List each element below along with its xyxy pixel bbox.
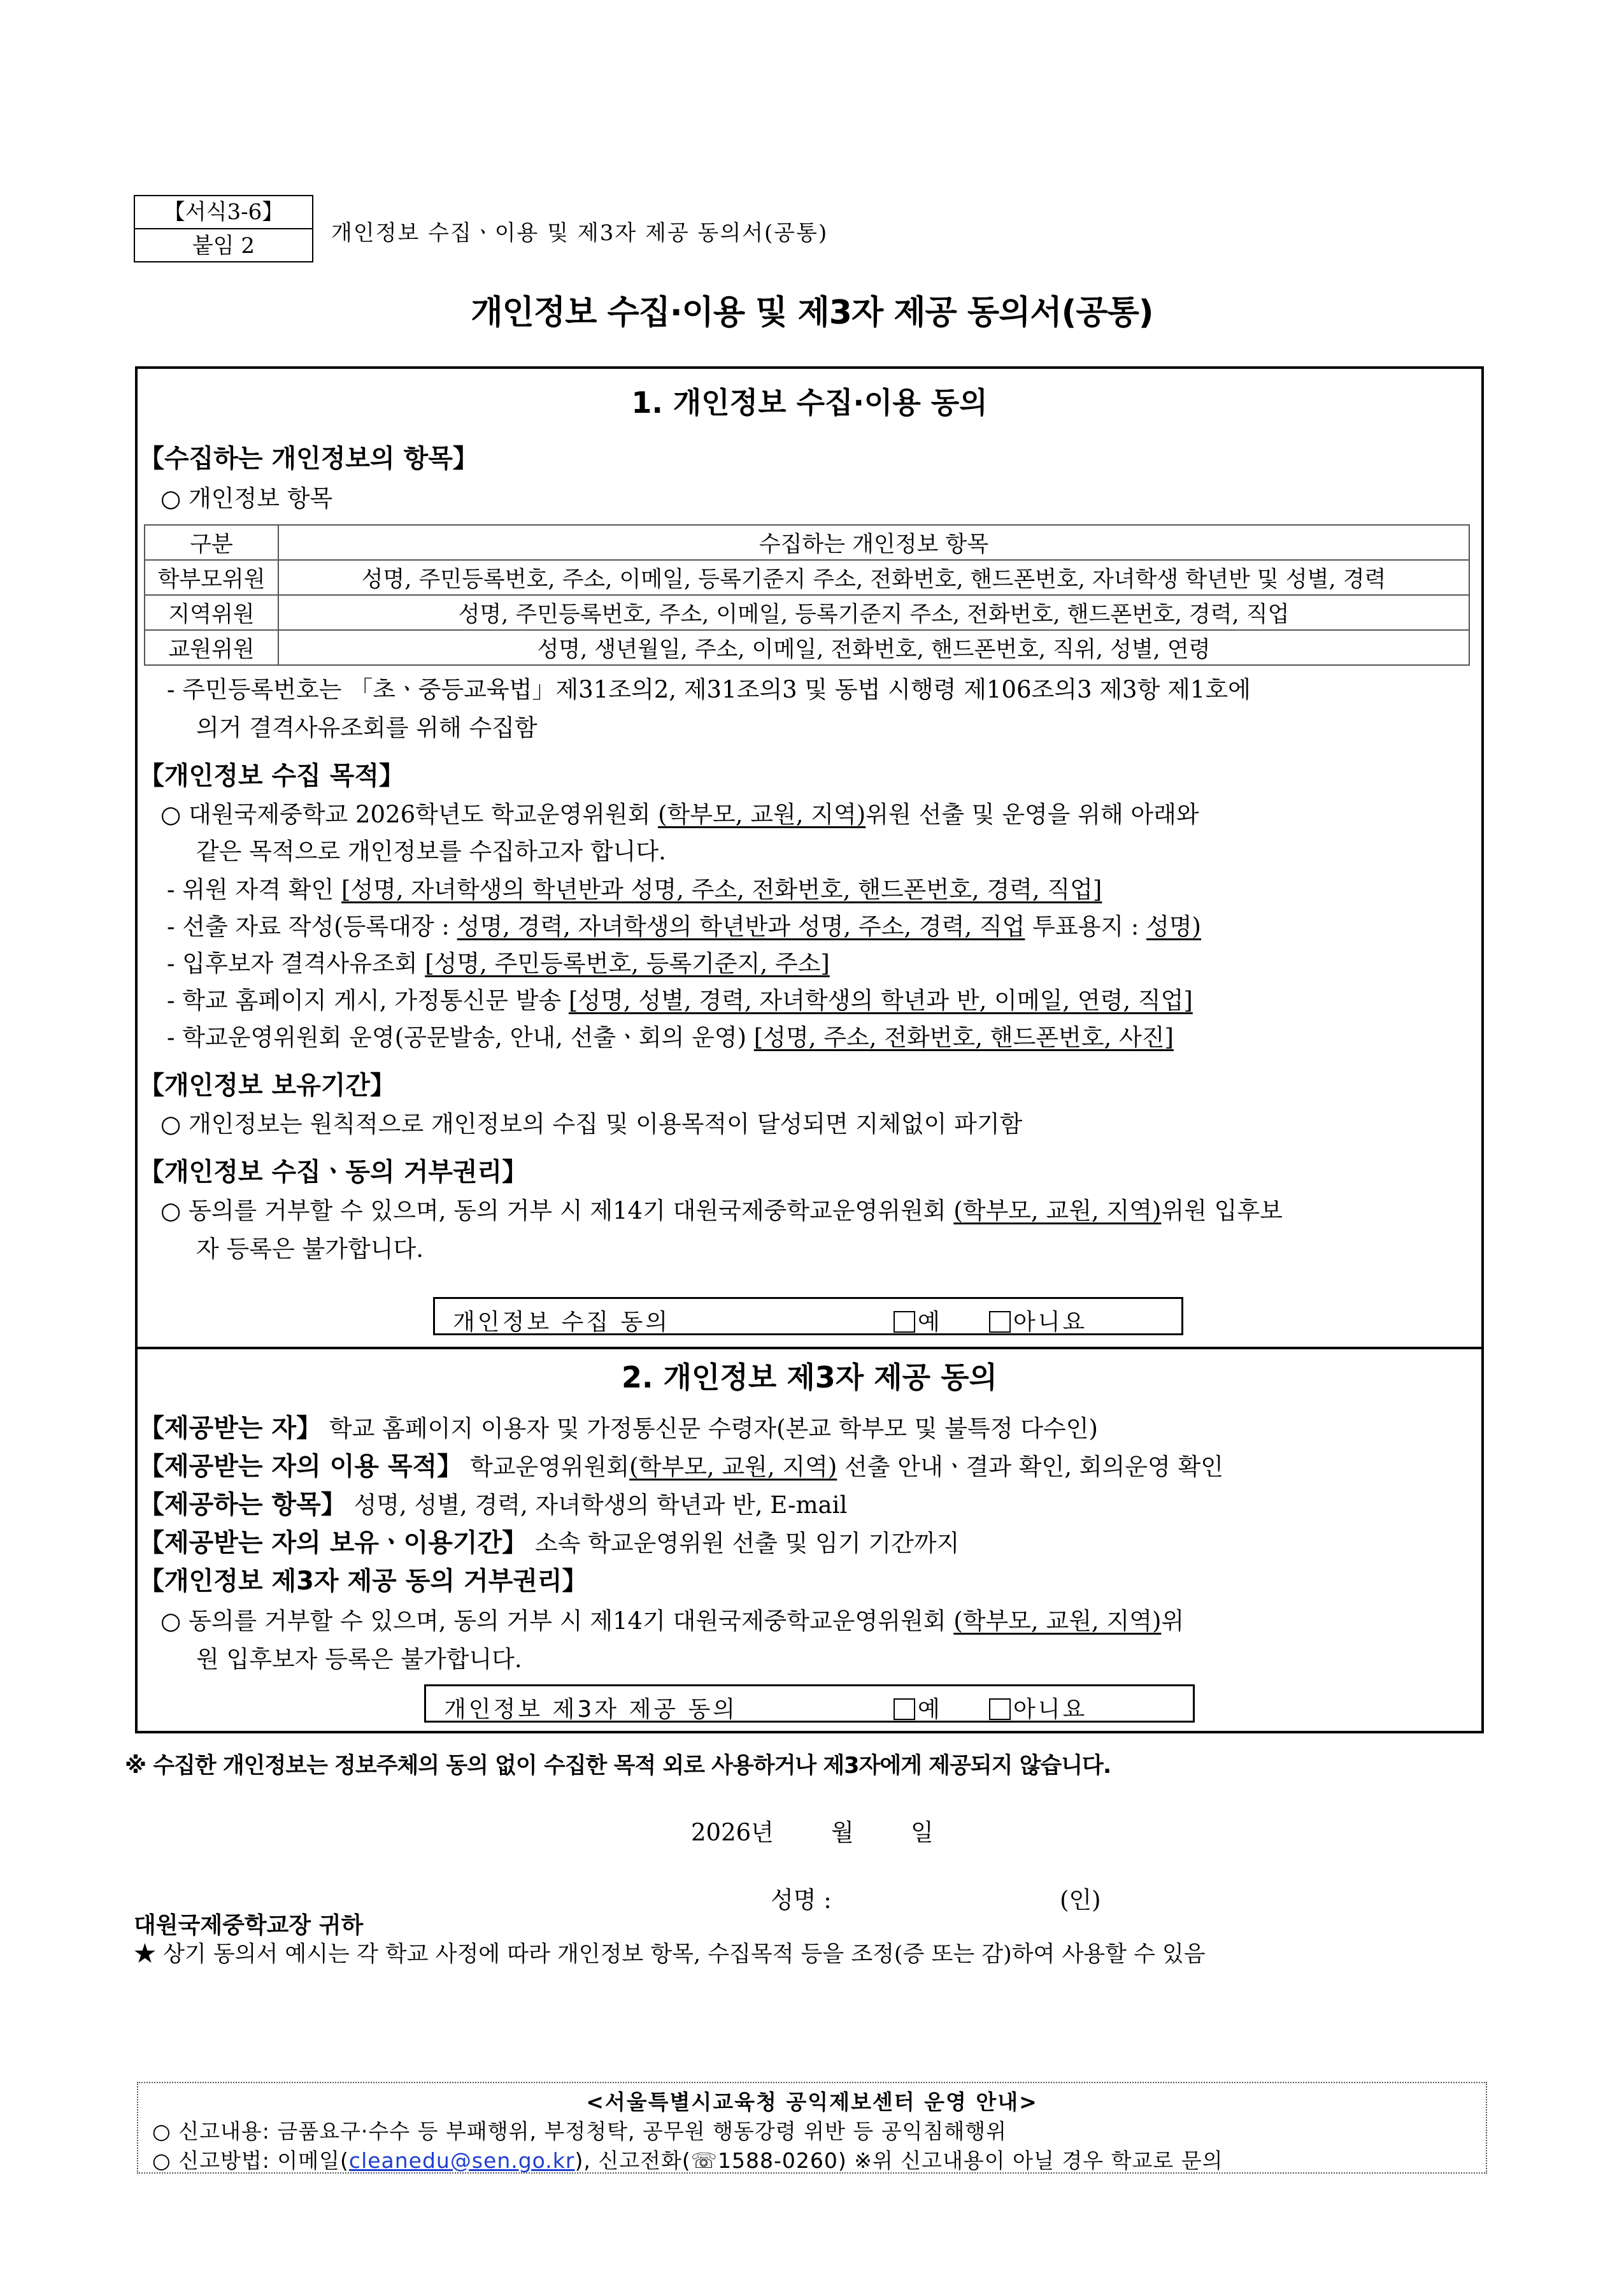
purpose-line2: 같은 목적으로 개인정보를 수집하고자 합니다. — [196, 838, 666, 865]
no-label: 아니요 — [1013, 1696, 1088, 1723]
table-header-row — [145, 525, 1469, 560]
refusal-underlined: (학부모, 교원, 지역) — [953, 1197, 1162, 1224]
refusal-text: 위 — [1161, 1607, 1185, 1635]
purpose-item-fields: [성명, 주소, 전화번호, 핸드폰번호, 사진] — [753, 1024, 1174, 1051]
purpose-item-fields: [성명, 성별, 경력, 자녀학생의 학년과 반, 이메일, 연령, 직업] — [568, 987, 1193, 1014]
purpose-item-fields: [성명, 자녀학생의 학년반과 성명, 주소, 전화번호, 핸드폰번호, 경력, 직업] — [341, 876, 1102, 903]
purpose-item-text: - 입후보자 결격사유조회 — [167, 950, 425, 977]
third-party-refusal-heading: 【개인정보 제3자 제공 동의 거부권리】 — [139, 1567, 588, 1596]
table-cell: 학부모위원 — [145, 560, 278, 595]
footer-line2 — [152, 2144, 1223, 2174]
purpose-underlined: (학부모, 교원, 지역) — [658, 801, 866, 828]
purpose-heading: 【개인정보 수집 목적】 — [139, 761, 404, 791]
report-email-link[interactable]: cleanedu@sen.go.kr — [348, 2148, 575, 2173]
signature-label: 성명 : — [771, 1886, 832, 1914]
yes-label: 예 — [918, 1696, 943, 1723]
third-party-refusal-line1 — [160, 1602, 1184, 1636]
purpose-item — [167, 907, 1201, 942]
purpose-item-text: - 위원 자격 확인 — [167, 876, 341, 903]
section2-title: 2. 개인정보 제3자 제공 동의 — [622, 1360, 997, 1395]
use-purpose-underlined: (학부모, 교원, 지역) — [629, 1453, 837, 1481]
purpose-item — [167, 944, 830, 979]
retention-text: ○ 개인정보는 원칙적으로 개인정보의 수집 및 이용목적이 달성되면 지체없이 파기함 — [160, 1110, 1023, 1138]
items-heading: 【수집하는 개인정보의 항목】 — [139, 444, 478, 473]
collection-consent-no[interactable] — [989, 1304, 1087, 1337]
purpose-text: 위원 선출 및 운영을 위해 아래와 — [865, 801, 1199, 828]
provided-items-text: 성명, 성별, 경력, 자녀학생의 학년과 반, E-mail — [346, 1491, 848, 1519]
table-cell: 성명, 주민등록번호, 주소, 이메일, 등록기준지 주소, 전화번호, 핸드폰번호, 경력, 직업 — [278, 595, 1469, 630]
refusal-underlined: (학부모, 교원, 지역) — [953, 1607, 1162, 1635]
collection-consent-box — [433, 1297, 1183, 1335]
form-label-box — [134, 195, 313, 262]
table-header-cell: 구분 — [145, 525, 278, 560]
refusal-text: ○ 동의를 거부할 수 있으며, 동의 거부 시 제14기 대원국제중학교운영위원회 — [160, 1607, 954, 1635]
provided-items-line — [139, 1484, 847, 1521]
signature-field[interactable] — [866, 1878, 1044, 1906]
recipient-line — [139, 1408, 1098, 1444]
document-title: 개인정보 수집·이용 및 제3자 제공 동의서(공통) — [471, 294, 1153, 332]
retention-period-line — [139, 1523, 959, 1559]
form-title-small: 개인정보 수집ㆍ이용 및 제3자 제공 동의서(공통) — [331, 220, 829, 246]
checkbox-icon[interactable] — [894, 1311, 915, 1333]
star-note: ★ 상기 동의서 예시는 각 학교 사정에 따라 개인정보 항목, 수집목적 등을 조정(증 또는 감)하여 사용할 수 있음 — [134, 1942, 1206, 1967]
refusal-text: ○ 동의를 거부할 수 있으며, 동의 거부 시 제14기 대원국제중학교운영위원회 — [160, 1197, 954, 1224]
third-party-consent-no[interactable] — [989, 1691, 1087, 1724]
rrn-note-line2: 의거 결격사유조회를 위해 수집함 — [196, 714, 538, 742]
collection-consent-label: 개인정보 수집 동의 — [453, 1309, 671, 1335]
items-bullet: ○ 개인정보 항목 — [160, 485, 333, 512]
footer-line1: ○ 신고내용: 금품요구·수수 등 부패행위, 부정청탁, 공무원 행동강령 위반 등 공익침해행위 — [152, 2119, 1008, 2144]
third-party-consent-label: 개인정보 제3자 제공 동의 — [444, 1696, 737, 1723]
purpose-item — [167, 1018, 1174, 1052]
refusal-line1 — [160, 1191, 1283, 1226]
info-items-table — [144, 524, 1470, 666]
form-number: 【서식3-6】 — [135, 196, 312, 229]
no-label: 아니요 — [1013, 1309, 1088, 1335]
purpose-item-fields: [성명, 주민등록번호, 등록기준지, 주소] — [425, 950, 830, 977]
purpose-item-text: 투표용지 : — [1025, 913, 1147, 940]
third-party-consent-yes[interactable] — [894, 1691, 943, 1724]
retention-heading: 【개인정보 보유기간】 — [139, 1071, 396, 1100]
purpose-item-text: - 학교운영위원회 운영(공문발송, 안내, 선출ㆍ회의 운영) — [167, 1024, 754, 1051]
table-cell: 성명, 생년월일, 주소, 이메일, 전화번호, 핸드폰번호, 직위, 성별, 연령 — [278, 630, 1469, 665]
table-row — [145, 595, 1469, 630]
collection-consent-yes[interactable] — [894, 1304, 943, 1337]
purpose-item-fields: 성명, 경력, 자녀학생의 학년반과 성명, 주소, 경력, 직업 — [457, 913, 1025, 940]
table-cell: 성명, 주민등록번호, 주소, 이메일, 등록기준지 주소, 전화번호, 핸드폰번호, 자녀학생 학년반 및 성별, 경력 — [278, 560, 1469, 595]
footer-text: ○ 신고방법: 이메일( — [152, 2148, 349, 2173]
refusal-line2: 자 등록은 불가합니다. — [196, 1235, 424, 1263]
section1-title: 1. 개인정보 수집·이용 동의 — [631, 385, 988, 420]
date-year: 2026년 — [691, 1819, 774, 1846]
third-party-consent-box — [424, 1684, 1195, 1723]
purpose-item — [167, 981, 1193, 1015]
whistleblower-info-box — [137, 2082, 1487, 2174]
table-header-cell: 수집하는 개인정보 항목 — [278, 525, 1469, 560]
recipient-label: 【제공받는 자】 — [139, 1414, 322, 1443]
purpose-text: ○ 대원국제중학교 2026학년도 학교운영위원회 — [160, 801, 659, 828]
rrn-note-line1: - 주민등록번호는 「초ㆍ중등교육법」제31조의2, 제31조의3 및 동법 시행령 제106조의3 제3항 제1호에 — [167, 676, 1251, 703]
privacy-notice: ※ 수집한 개인정보는 정보주체의 동의 없이 수집한 목적 외로 사용하거나 제3자에게 제공되지 않습니다. — [125, 1753, 1111, 1779]
table-cell: 지역위원 — [145, 595, 278, 630]
footer-title: <서울특별시교육청 공익제보센터 운영 안내> — [586, 2090, 1038, 2114]
purpose-item — [167, 870, 1102, 905]
recipient-text: 학교 홈페이지 이용자 및 가정통신문 수령자(본교 학부모 및 불특정 다수인) — [322, 1415, 1098, 1442]
use-purpose-text: 학교운영위원회 — [462, 1453, 630, 1481]
purpose-item-fields: 성명) — [1146, 913, 1201, 940]
third-party-refusal-line2: 원 입후보자 등록은 불가합니다. — [196, 1645, 522, 1673]
table-row — [145, 630, 1469, 665]
use-purpose-text: 선출 안내ㆍ결과 확인, 회의운영 확인 — [837, 1453, 1223, 1481]
table-cell: 교원위원 — [145, 630, 278, 665]
use-purpose-line — [139, 1446, 1223, 1482]
purpose-item-text: - 학교 홈페이지 게시, 가정통신문 발송 — [167, 987, 569, 1014]
retention-period-label: 【제공받는 자의 보유ㆍ이용기간】 — [139, 1528, 528, 1558]
refusal-heading: 【개인정보 수집ㆍ동의 거부권리】 — [139, 1158, 528, 1187]
purpose-line1 — [160, 795, 1199, 829]
checkbox-icon[interactable] — [989, 1311, 1011, 1333]
purpose-item-text: - 선출 자료 작성(등록대장 : — [167, 913, 457, 940]
checkbox-icon[interactable] — [894, 1698, 915, 1720]
provided-items-label: 【제공하는 항목】 — [139, 1490, 346, 1519]
retention-period-text: 소속 학교운영위원 선출 및 임기 기간까지 — [527, 1530, 960, 1557]
use-purpose-label: 【제공받는 자의 이용 목적】 — [139, 1452, 463, 1481]
yes-label: 예 — [918, 1309, 943, 1335]
table-row — [145, 560, 1469, 595]
checkbox-icon[interactable] — [989, 1698, 1011, 1720]
seal-mark: (인) — [1060, 1886, 1101, 1914]
addressee: 대원국제중학교장 귀하 — [134, 1912, 364, 1939]
section-divider — [135, 1347, 1484, 1349]
date-day: 일 — [911, 1819, 934, 1846]
date-month: 월 — [831, 1819, 854, 1846]
attachment-label: 붙임 2 — [192, 233, 255, 259]
refusal-text: 위원 입후보 — [1161, 1197, 1283, 1224]
footer-text: ), 신고전화(☏1588-0260) ※위 신고내용이 아닐 경우 학교로 문의 — [574, 2148, 1223, 2173]
